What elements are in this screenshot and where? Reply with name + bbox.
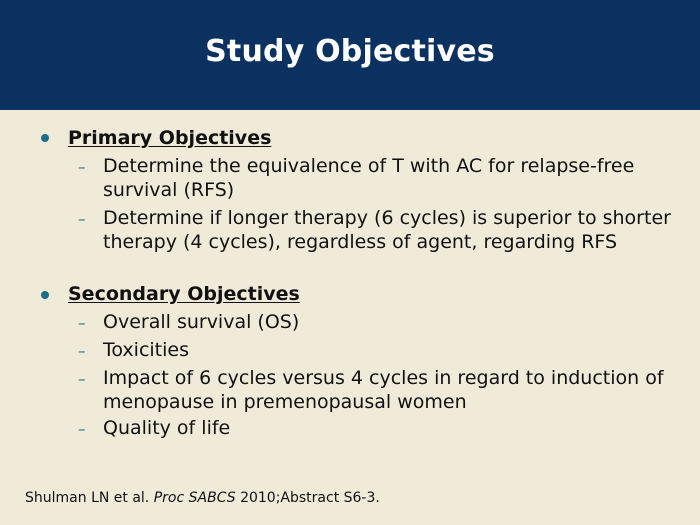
dash-icon: – — [78, 342, 86, 360]
citation-details: 2010;Abstract S6-3. — [240, 490, 380, 506]
dash-icon: – — [78, 370, 86, 388]
dash-icon: – — [78, 158, 86, 176]
title-bar — [0, 0, 700, 110]
section-heading-primary: Primary Objectives — [68, 127, 272, 149]
bullet-icon — [41, 291, 49, 299]
dash-icon: – — [78, 420, 86, 438]
citation-journal: Proc SABCS — [153, 490, 236, 506]
section-heading-secondary: Secondary Objectives — [68, 283, 300, 305]
citation — [25, 490, 380, 506]
slide-title: Study Objectives — [205, 33, 495, 69]
bullet-icon — [41, 134, 49, 142]
objective-item: Toxicities — [103, 339, 189, 361]
objective-item: Determine the equivalence of T with AC for relapse-free survival (RFS) — [103, 155, 635, 201]
dash-icon: – — [78, 210, 86, 228]
objective-item: Overall survival (OS) — [103, 311, 300, 333]
dash-icon: – — [78, 314, 86, 332]
citation-authors: Shulman LN et al. — [25, 490, 150, 506]
objective-item: Determine if longer therapy (6 cycles) is superior to shorter therapy (4 cycles), regardless of agent, regarding RFS — [103, 207, 671, 253]
objective-item: Impact of 6 cycles versus 4 cycles in regard to induction of menopause in premenopausal women — [103, 367, 664, 413]
objective-item: Quality of life — [103, 417, 231, 439]
